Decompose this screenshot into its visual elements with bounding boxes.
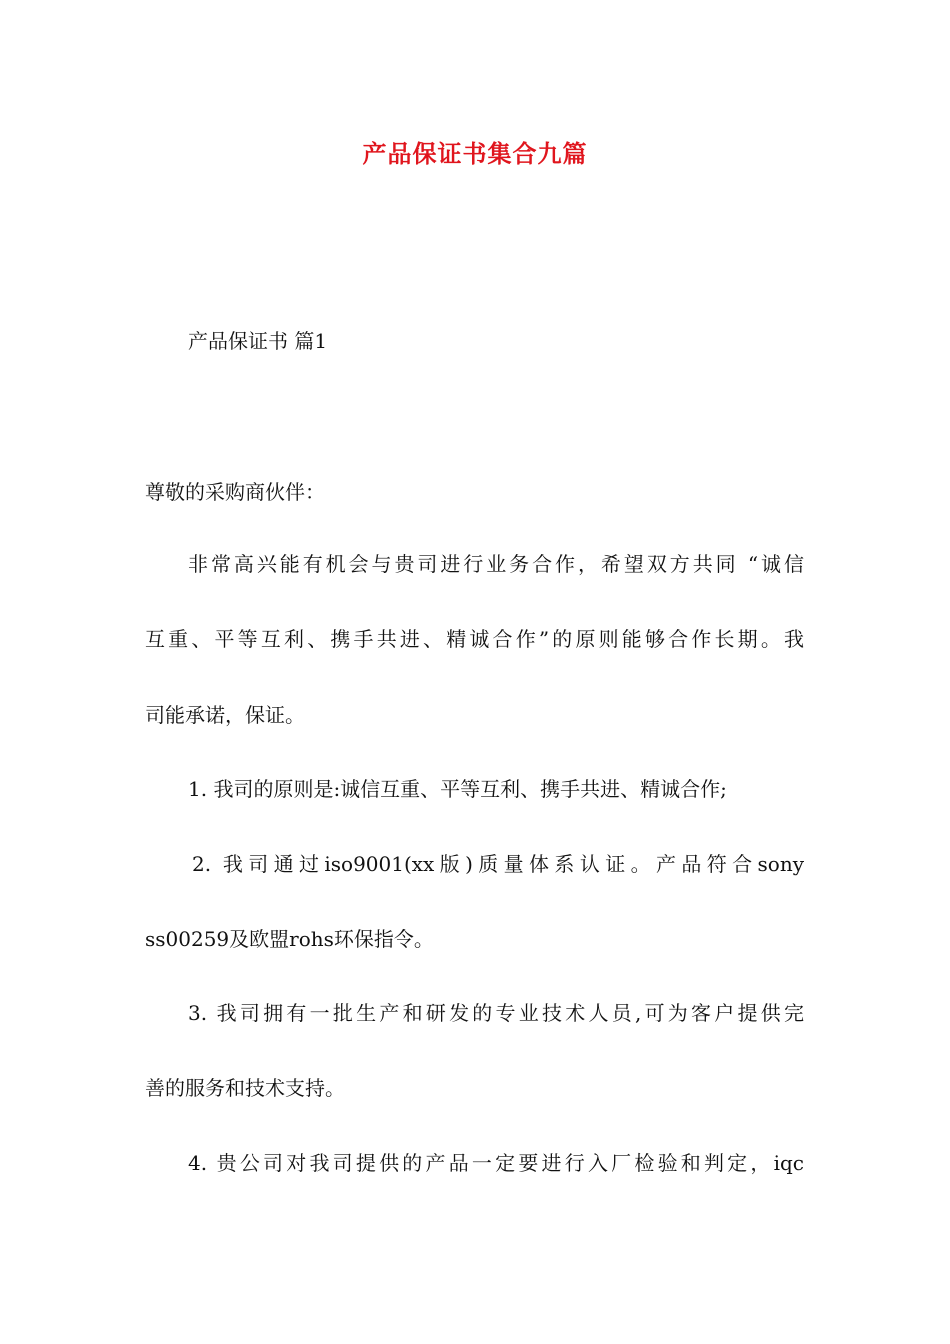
list-item-4: 4. 贵公司对我司提供的产品一定要进行入厂检验和判定，iqc — [188, 1151, 804, 1175]
section-heading: 产品保证书 篇1 — [188, 329, 328, 353]
salutation: 尊敬的采购商伙伴： — [145, 480, 325, 504]
paragraph-line: 互重、平等互利、携手共进、精诚合作”的原则能够合作长期。我 — [145, 627, 804, 651]
list-item-2: 2. 我司通过iso9001(xx版)质量体系认证。产品符合sony — [192, 852, 804, 876]
list-item-3: 3. 我司拥有一批生产和研发的专业技术人员,可为客户提供完 — [188, 1001, 804, 1025]
paragraph-line: 司能承诺，保证。 — [145, 703, 305, 727]
paragraph-line: 非常高兴能有机会与贵司进行业务合作，希望双方共同 “诚信 — [188, 552, 804, 576]
list-item-1: 1. 我司的原则是:诚信互重、平等互利、携手共进、精诚合作; — [188, 777, 727, 801]
document-title: 产品保证书集合九篇 — [362, 140, 588, 168]
list-item-3-continued: 善的服务和技术支持。 — [145, 1076, 345, 1100]
list-item-2-continued: ss00259及欧盟rohs环保指令。 — [145, 927, 434, 951]
